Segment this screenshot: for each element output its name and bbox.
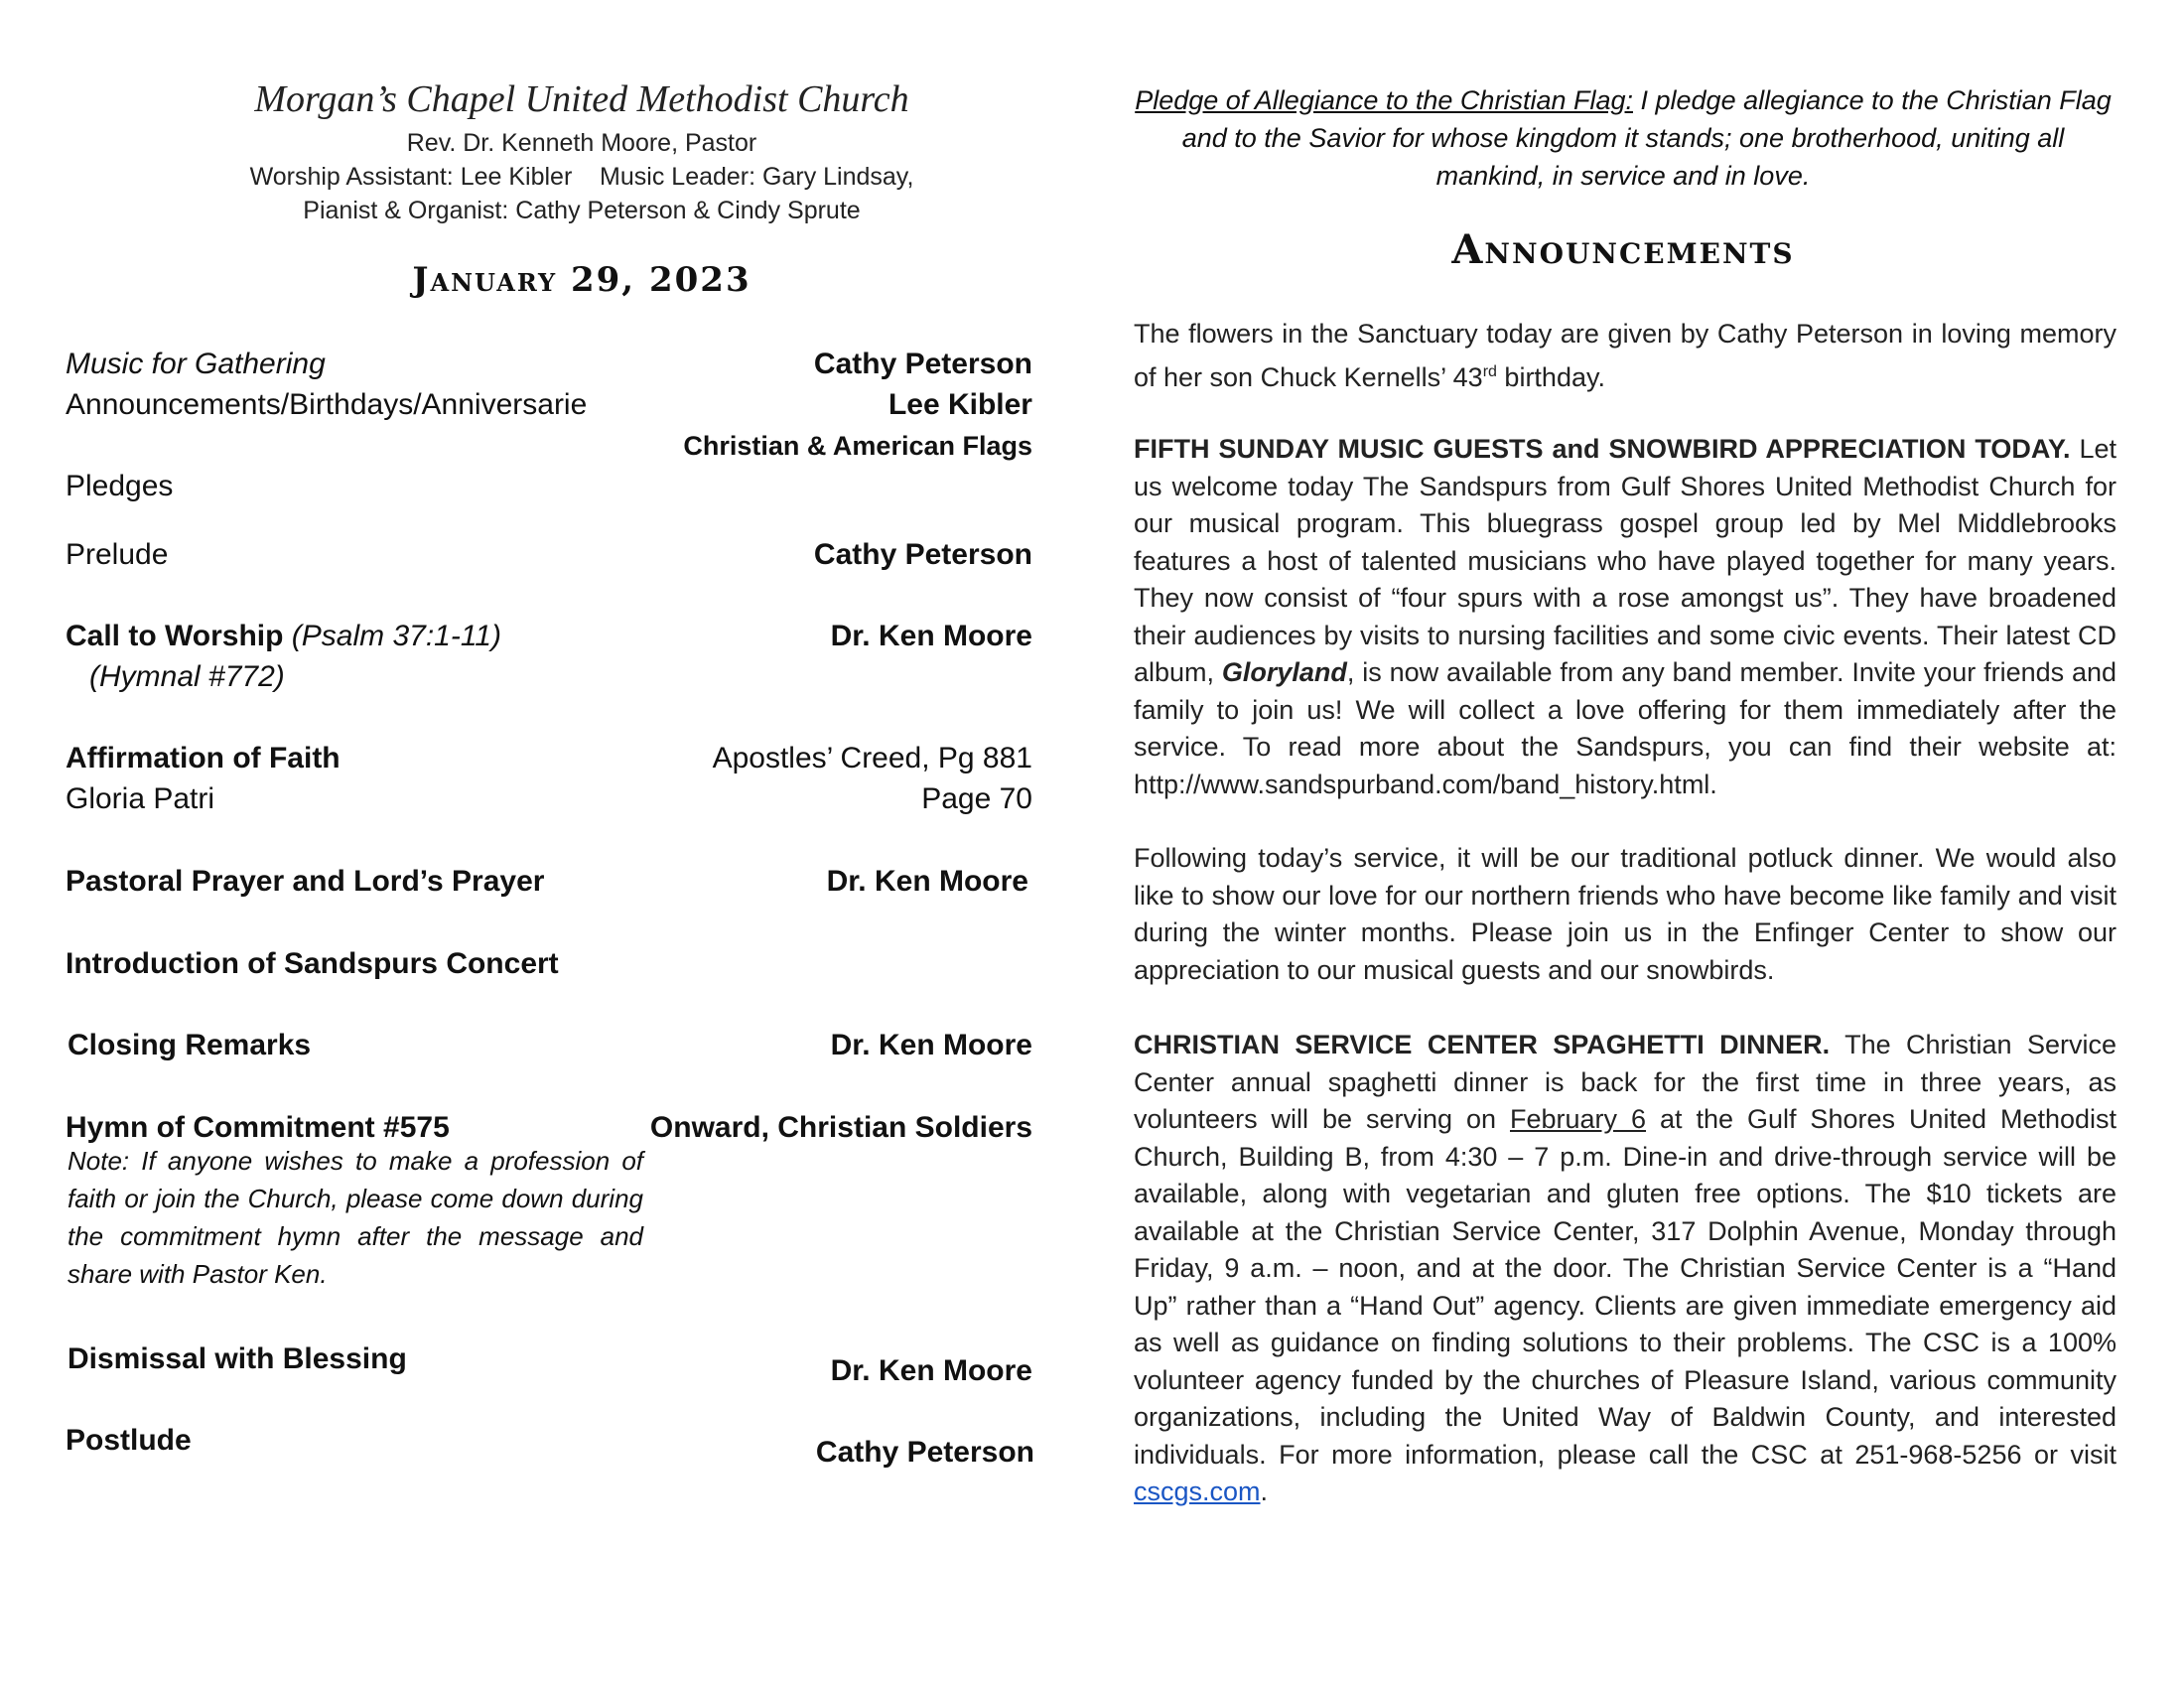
fifth-sunday-heading: FIFTH SUNDAY MUSIC GUESTS and SNOWBIRD APPRECIATION TODAY. [1134,434,2071,464]
call-to-worship-reference: (Psalm 37:1-11) [291,620,501,652]
hymnal-reference: (Hymnal #772) [89,660,285,693]
hymn-title: Onward, Christian Soldiers [649,1111,1032,1144]
csc-text: The Christian Service Center annual spaghetti dinner is back for the first time in three years, as volunteers will be serving on [1134,1030,2117,1134]
ordinal-suffix: rd [1482,362,1497,380]
affirmation-label: Affirmation of Faith [66,742,341,774]
affirmation-reference: Apostles’ Creed, Pg 881 [712,742,1032,774]
prelude-label: Prelude [66,538,169,571]
closing-remarks-leader: Dr. Ken Moore [830,1029,1032,1061]
gloria-patri-page: Page 70 [921,782,1032,815]
pastor-line: Rev. Dr. Kenneth Moore, Pastor [406,129,757,157]
call-to-worship-label: Call to Worship [66,620,284,652]
pianist-line: Pianist & Organist: Cathy Peterson & Cindy Sprute [303,197,861,224]
worship-assistant-line: Worship Assistant: Lee Kibler Music Leader: Gary Lindsay, [249,163,914,191]
announcements-leader: Lee Kibler [887,388,1032,421]
csc-heading: CHRISTIAN SERVICE CENTER SPAGHETTI DINNER. [1134,1030,1831,1059]
fifth-sunday-text-end: , is now available from any band member. Invite your friends and family to join us! We will collect a love offering for them immediately after the service. To read more about the Sandspurs, you can find their website at: http://www.sandspurband.com/band_history.html. [1134,657,2117,799]
flowers-text-end: birthday. [1496,361,1605,392]
music-gathering-leader: Cathy Peterson [813,348,1032,380]
flowers-announcement [1134,316,2116,396]
pledges-label: Pledges [66,470,174,502]
csc-website-link[interactable]: cscgs.com [1134,1477,1261,1506]
hymn-of-commitment-label: Hymn of Commitment #575 [66,1111,450,1144]
flowers-text: The flowers in the Sanctuary today are given by Cathy Peterson in loving memory of her son Chuck Kernells’ 43 [1134,319,2116,392]
fifth-sunday-announcement [1134,431,2116,803]
postlude-label: Postlude [66,1424,192,1457]
gloria-patri-label: Gloria Patri [66,782,215,815]
csc-text-body: at the Gulf Shores United Methodist Church, Building B, from 4:30 – 7 p.m. Dine-in and drive-through service will be available, along with vegetarian and gluten free options. The $10 tickets are available at the Christian Service Center, 317 Dolphin Avenue, Monday through Friday, 9 a.m. – noon, and at the door. The Christian Service Center is a “Hand Up” rather than a “Hand Out” agency. Clients are given immediate emergency aid as well as guidance on finding solutions to their problems. The CSC is a 100% volunteer agency funded by the churches of Pleasure Island, various community organizations, including the United Way of Baldwin County, and interested individuals. For more information, please call the CSC at 251-968-5256 or visit [1134,1104,2117,1470]
call-to-worship-leader: Dr. Ken Moore [830,620,1032,652]
call-to-worship [66,618,501,655]
service-date: January 29, 2023 [412,260,751,300]
csc-announcement [1134,1027,2116,1511]
pledge-text: I pledge allegiance to the Christian Flag and to the Savior for whose kingdom it stands; one brotherhood, uniting all mankind, in service and in love. [1181,85,2112,191]
csc-date: February 6 [1509,1104,1647,1134]
closing-remarks-label: Closing Remarks [68,1029,312,1061]
commitment-note: Note: If anyone wishes to make a profession of faith or join the Church, please come down during the commitment hymn after the message and share with Pastor Ken. [68,1146,643,1289]
potluck-announcement: Following today’s service, it will be our traditional potluck dinner. We would also like to show our love for our northern friends who have become like family and visit during the winter months. Please join us in the Enfinger Center to show our appreciation to our musical guests and our snowbirds. [1134,843,2116,985]
dismissal-leader: Dr. Ken Moore [830,1354,1032,1387]
flags-label: Christian & American Flags [683,431,1032,461]
csc-text-end: . [1260,1477,1269,1506]
dismissal-label: Dismissal with Blessing [68,1342,407,1375]
music-gathering-label: Music for Gathering [66,348,326,380]
postlude-leader: Cathy Peterson [815,1436,1034,1469]
pastoral-prayer-leader: Dr. Ken Moore [826,865,1028,898]
christian-flag-pledge [1132,81,2115,195]
fifth-sunday-text: Let us welcome today The Sandspurs from Gulf Shores United Methodist Church for our musical program. This bluegrass gospel group led by Mel Middlebrooks features a host of talented musicians who have played together for many years. They now consist of “four spurs with a rose amongst us”. They have broadened their audiences by visits to nursing facilities and some civic events. Their latest CD album, [1134,434,2116,687]
pledge-title: Pledge of Allegiance to the Christian Flag: [1135,85,1633,115]
pastoral-prayer-label: Pastoral Prayer and Lord’s Prayer [66,865,545,898]
intro-concert-label: Introduction of Sandspurs Concert [66,947,559,980]
album-title: Gloryland [1221,657,1347,687]
announcements-heading: Announcements [1451,226,1795,273]
announcements-label: Announcements/Birthdays/Anniversarie [66,388,588,421]
prelude-leader: Cathy Peterson [813,538,1032,571]
church-name: Morgan’s Chapel United Methodist Church [254,78,909,120]
